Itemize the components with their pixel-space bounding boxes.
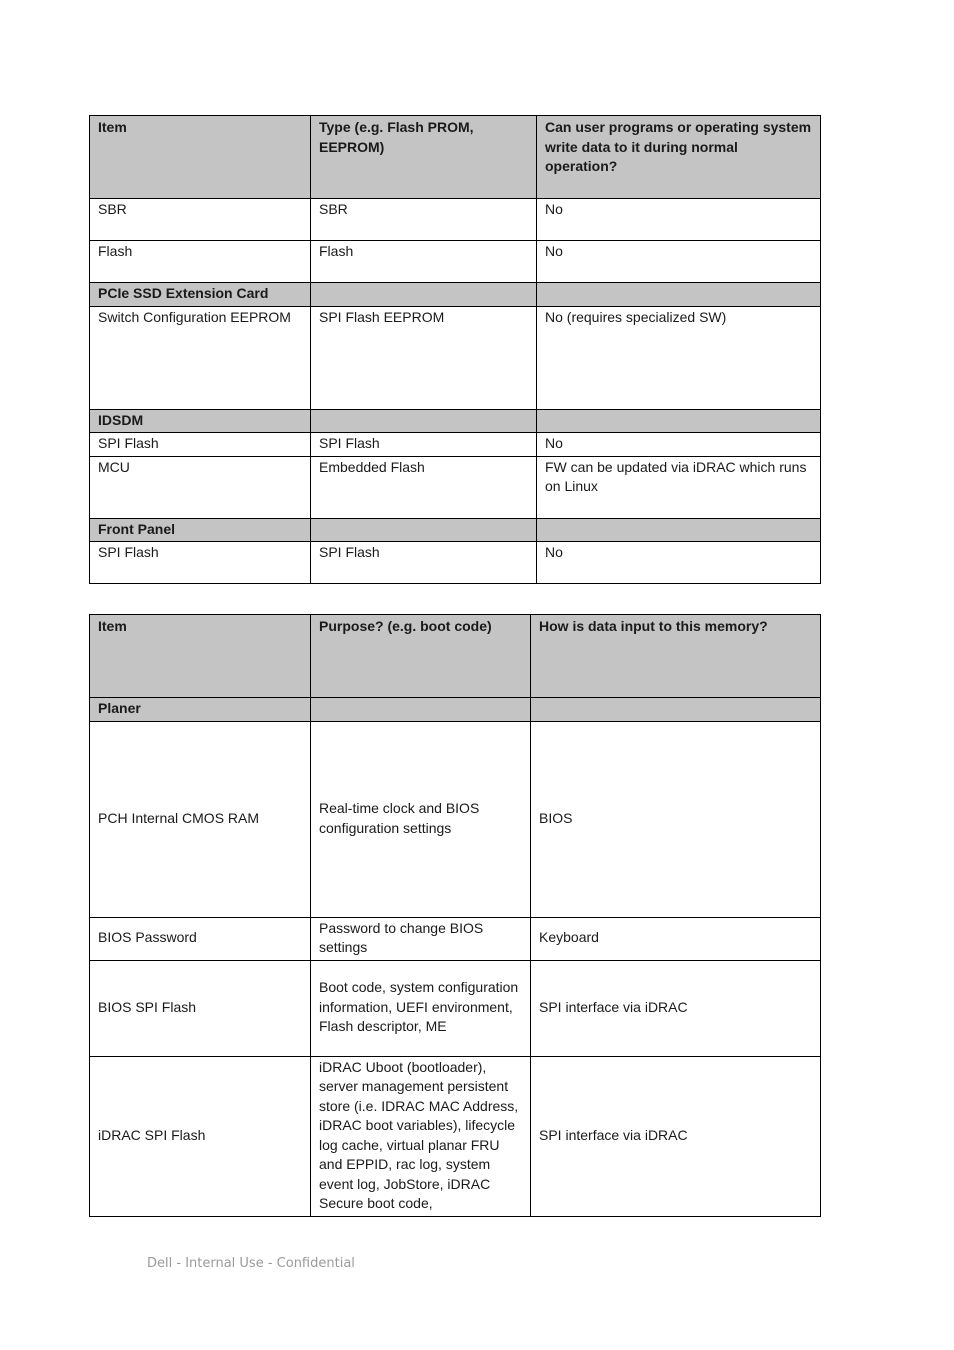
cell-writable: No bbox=[537, 433, 821, 457]
cell-purpose: iDRAC Uboot (bootloader), server management persistent store (i.e. IDRAC MAC Address, iDRAC boot variables), lifecycle log cache, virtual planar FRU and EPPID, rac log, system event log, JobStore, iDRAC Secure boot code, bbox=[311, 1056, 531, 1216]
cell-empty bbox=[311, 283, 537, 307]
column-header-item: Item bbox=[90, 615, 311, 698]
section-title: IDSDM bbox=[90, 409, 311, 433]
table-row bbox=[90, 1056, 821, 1216]
table-row bbox=[90, 721, 821, 917]
section-row bbox=[90, 518, 821, 542]
cell-input-method: SPI interface via iDRAC bbox=[531, 1056, 821, 1216]
cell-item: BIOS SPI Flash bbox=[90, 960, 311, 1056]
cell-empty bbox=[537, 409, 821, 433]
cell-item: BIOS Password bbox=[90, 917, 311, 960]
section-row bbox=[90, 698, 821, 722]
cell-item: iDRAC SPI Flash bbox=[90, 1056, 311, 1216]
section-row bbox=[90, 283, 821, 307]
table-header-row bbox=[90, 615, 821, 698]
cell-item: PCH Internal CMOS RAM bbox=[90, 721, 311, 917]
cell-input-method: BIOS bbox=[531, 721, 821, 917]
column-header-type: Type (e.g. Flash PROM, EEPROM) bbox=[311, 116, 537, 199]
cell-writable: No (requires specialized SW) bbox=[537, 306, 821, 409]
cell-empty bbox=[311, 409, 537, 433]
cell-item: Flash bbox=[90, 241, 311, 283]
cell-type: SPI Flash EEPROM bbox=[311, 306, 537, 409]
cell-empty bbox=[311, 698, 531, 722]
table-row bbox=[90, 542, 821, 584]
cell-purpose: Real-time clock and BIOS configuration settings bbox=[311, 721, 531, 917]
table-row bbox=[90, 241, 821, 283]
section-row bbox=[90, 409, 821, 433]
column-header-writable: Can user programs or operating system write data to it during normal operation? bbox=[537, 116, 821, 199]
cell-writable: No bbox=[537, 542, 821, 584]
table-row bbox=[90, 306, 821, 409]
cell-type: SPI Flash bbox=[311, 433, 537, 457]
memory-purpose-table bbox=[89, 614, 821, 1217]
table-header-row bbox=[90, 116, 821, 199]
cell-writable: No bbox=[537, 241, 821, 283]
column-header-item: Item bbox=[90, 116, 311, 199]
cell-type: SPI Flash bbox=[311, 542, 537, 584]
cell-item: SPI Flash bbox=[90, 542, 311, 584]
section-title: Planer bbox=[90, 698, 311, 722]
cell-item: MCU bbox=[90, 456, 311, 518]
confidentiality-footer: Dell - Internal Use - Confidential bbox=[147, 1256, 355, 1271]
cell-writable: No bbox=[537, 199, 821, 241]
cell-empty bbox=[537, 283, 821, 307]
column-header-input-method: How is data input to this memory? bbox=[531, 615, 821, 698]
cell-input-method: SPI interface via iDRAC bbox=[531, 960, 821, 1056]
cell-empty bbox=[531, 698, 821, 722]
cell-purpose: Boot code, system configuration information, UEFI environment, Flash descriptor, ME bbox=[311, 960, 531, 1056]
cell-input-method: Keyboard bbox=[531, 917, 821, 960]
memory-type-table bbox=[89, 115, 821, 584]
cell-purpose: Password to change BIOS settings bbox=[311, 917, 531, 960]
cell-empty bbox=[311, 518, 537, 542]
cell-item: SPI Flash bbox=[90, 433, 311, 457]
table-row bbox=[90, 199, 821, 241]
section-title: PCIe SSD Extension Card bbox=[90, 283, 311, 307]
table-row bbox=[90, 917, 821, 960]
table-row bbox=[90, 960, 821, 1056]
table-row bbox=[90, 456, 821, 518]
cell-item: SBR bbox=[90, 199, 311, 241]
cell-empty bbox=[537, 518, 821, 542]
cell-item: Switch Configuration EEPROM bbox=[90, 306, 311, 409]
cell-type: Flash bbox=[311, 241, 537, 283]
cell-type: Embedded Flash bbox=[311, 456, 537, 518]
cell-writable: FW can be updated via iDRAC which runs on Linux bbox=[537, 456, 821, 518]
cell-type: SBR bbox=[311, 199, 537, 241]
table-row bbox=[90, 433, 821, 457]
column-header-purpose: Purpose? (e.g. boot code) bbox=[311, 615, 531, 698]
section-title: Front Panel bbox=[90, 518, 311, 542]
